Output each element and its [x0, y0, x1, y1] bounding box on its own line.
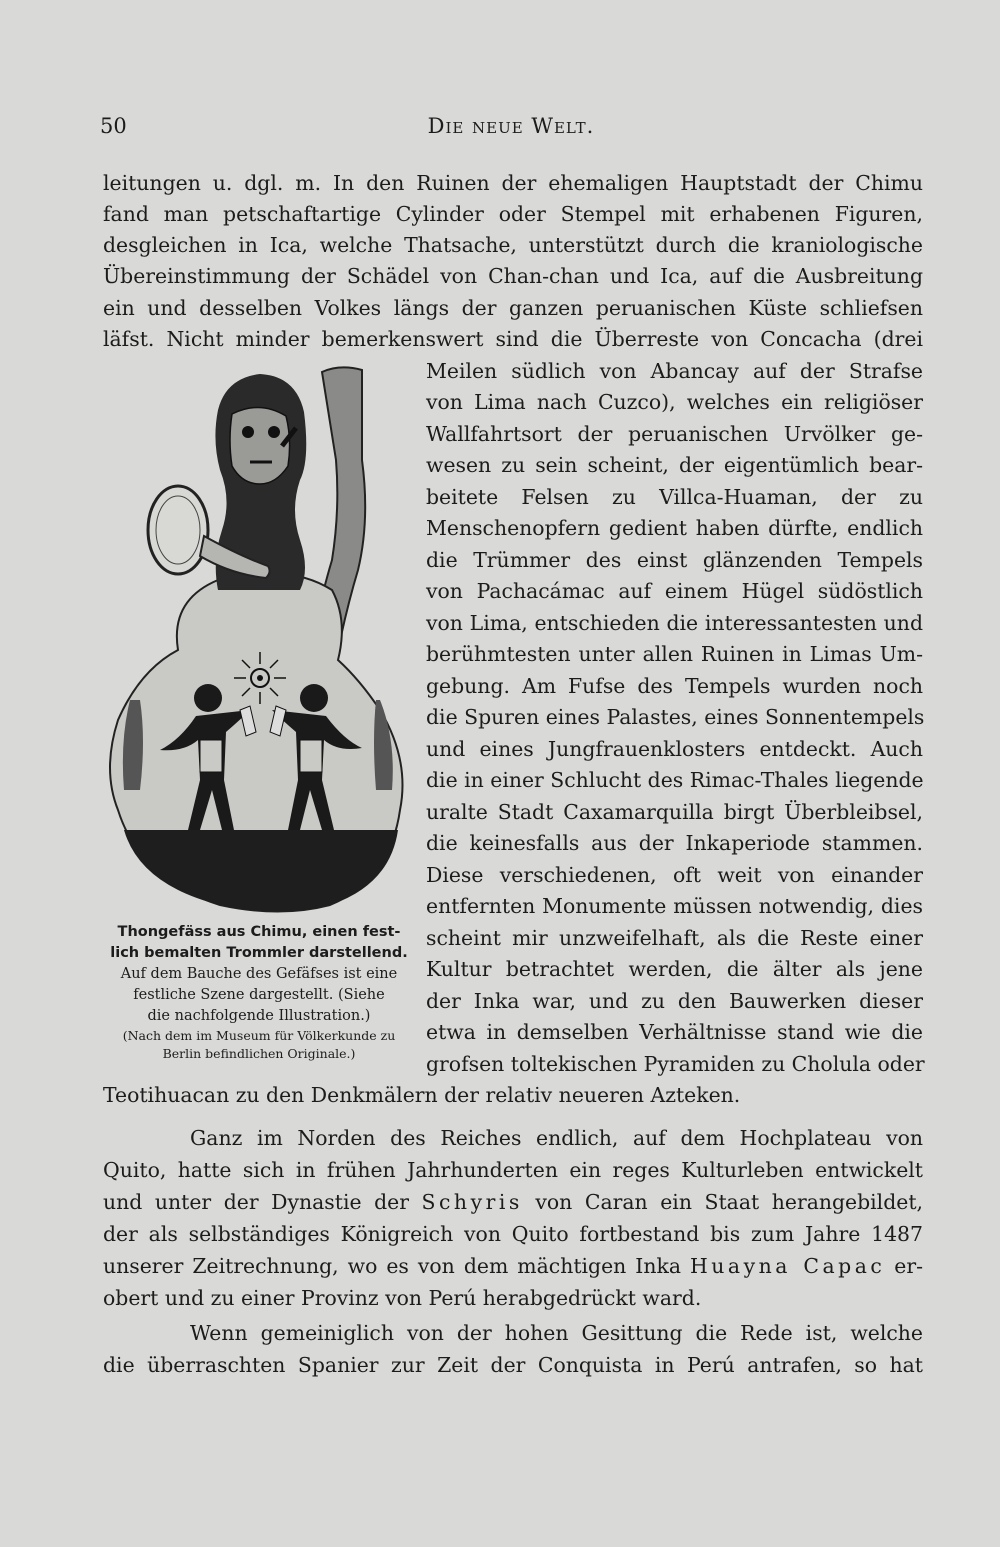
text-segment: unserer Zeitrechnung, wo es von dem mächtigen Inka [103, 1254, 691, 1278]
body-line: und eines Jungfrauenklosters entdeckt. Auch [426, 737, 923, 761]
body-line: die überraschten Spanier zur Zeit der Conquista in Perú antrafen, so hat [103, 1353, 923, 1377]
figure-caption [100, 922, 418, 1063]
caption-title-line: Thongefäss aus Chimu, einen fest- [117, 924, 401, 940]
body-line: Wenn gemeiniglich von der hohen Gesittung die Rede ist, welche [190, 1321, 923, 1345]
caption-source-line: Berlin befindlichen Originale.) [162, 1046, 356, 1061]
body-line [103, 1186, 923, 1218]
body-line [103, 1250, 923, 1282]
text-segment: von Caran ein Staat herangebildet, [522, 1190, 923, 1214]
body-line: leitungen u. dgl. m. In den Ruinen der ehemaligen Hauptstadt der Chimu [103, 171, 923, 195]
page-header [100, 114, 922, 144]
body-line: die keinesfalls aus der Inkaperiode stammen. [426, 831, 923, 855]
body-line: fand man petschaftartige Cylinder oder Stempel mit erhabenen Figuren, [103, 202, 923, 226]
body-line: Übereinstimmung der Schädel von Chan-chan und Ica, auf die Ausbreitung [103, 264, 923, 288]
body-line: obert und zu einer Provinz von Perú herabgedrückt ward. [103, 1286, 702, 1310]
body-line: etwa in demselben Verhältnisse stand wie die [426, 1020, 923, 1044]
body-line: der Inka war, und zu den Bauwerken dieser [426, 989, 923, 1013]
caption-source-line: (Nach dem im Museum für Völkerkunde zu [122, 1028, 396, 1043]
caption-line: die nachfolgende Illustration.) [147, 1008, 371, 1024]
body-line: Menschenopfern gedient haben dürfte, endlich [426, 516, 923, 540]
body-line: Ganz im Norden des Reiches endlich, auf dem Hochplateau von [190, 1126, 923, 1150]
body-line: uralte Stadt Caxamarquilla birgt Überbleibsel, [426, 800, 923, 824]
dynasty-name: Schyris [421, 1190, 523, 1214]
body-line: der als selbständiges Königreich von Quito fortbestand bis zum Jahre 1487 [103, 1222, 923, 1246]
ruler-name: Huayna Capac [690, 1254, 886, 1278]
page-number: 50 [100, 114, 127, 138]
body-line: Diese verschiedenen, oft weit von einander [426, 863, 923, 887]
vessel-illustration [100, 360, 418, 920]
body-line: die Spuren eines Palastes, eines Sonnentempels [426, 705, 925, 729]
running-title: Die neue Welt. [427, 114, 595, 138]
caption-title-line: lich bemalten Trommler darstellend. [110, 945, 408, 961]
body-line: entfernten Monumente müssen notwendig, dies [426, 894, 923, 918]
body-line: Wallfahrtsort der peruanischen Urvölker ge- [426, 422, 923, 446]
body-line: von Lima, entschieden die interessantesten und [426, 611, 923, 635]
text-segment: er- [885, 1254, 924, 1278]
body-line: desgleichen in Ica, welche Thatsache, unterstützt durch die kraniologische [103, 233, 923, 257]
body-line: gebung. Am Fufse des Tempels wurden noch [426, 674, 923, 698]
body-line: ein und desselben Volkes längs der ganzen peruanischen Küste schliefsen [103, 296, 923, 320]
caption-line: Auf dem Bauche des Gefäfses ist eine [120, 966, 398, 982]
body-line: die Trümmer des einst glänzenden Tempels [426, 548, 923, 572]
body-line: Teotihuacan zu den Denkmälern der relativ neueren Azteken. [103, 1083, 741, 1107]
body-line: scheint mir unzweifelhaft, als die Reste einer [426, 926, 923, 950]
body-line: Kultur betrachtet werden, die älter als jene [426, 957, 923, 981]
body-line: Quito, hatte sich in frühen Jahrhunderten ein reges Kulturleben entwickelt [103, 1158, 923, 1182]
text-segment: und unter der Dynastie der [103, 1190, 422, 1214]
vessel-illustration-icon [100, 360, 418, 920]
caption-line: festliche Szene dargestellt. (Siehe [133, 987, 385, 1003]
body-line: Meilen südlich von Abancay auf der Strafse [426, 359, 923, 383]
body-line: wesen zu sein scheint, der eigentümlich bear- [426, 453, 923, 477]
body-line: berühmtesten unter allen Ruinen in Limas Um- [426, 642, 923, 666]
body-line: von Pachacámac auf einem Hügel südöstlich [426, 579, 923, 603]
body-line: beitete Felsen zu Villca-Huaman, der zu [426, 485, 923, 509]
body-line: läfst. Nicht minder bemerkenswert sind die Überreste von Concacha (drei [103, 327, 923, 351]
body-line: von Lima nach Cuzco), welches ein religiöser [426, 390, 923, 414]
body-line: grofsen toltekischen Pyramiden zu Cholula oder [426, 1052, 925, 1076]
body-line: die in einer Schlucht des Rimac-Thales liegende [426, 768, 924, 792]
